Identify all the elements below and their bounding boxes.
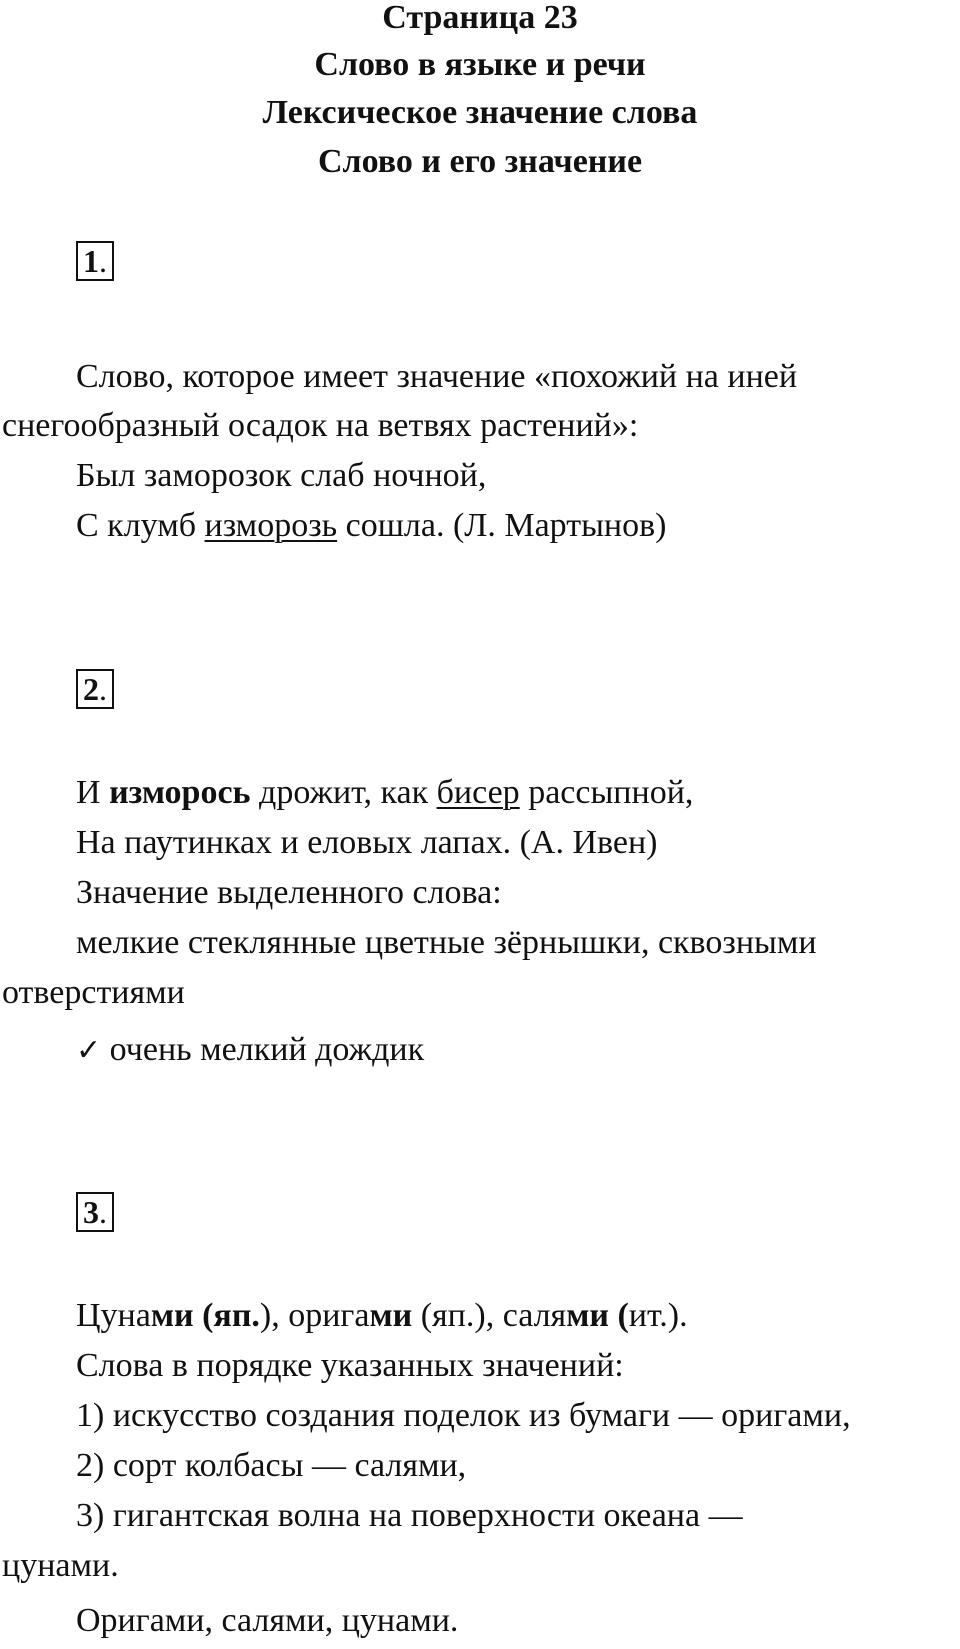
task2-question: Значение выделенного слова: — [76, 874, 502, 911]
task-number-1 — [76, 241, 114, 281]
task3-w3-d: ит.). — [628, 1297, 688, 1334]
task1-verse-line1: Был заморозок слаб ночной, — [76, 457, 487, 494]
task2-underlined-word: бисер — [436, 774, 520, 811]
task3-words-line — [76, 1296, 688, 1336]
section-title: Слово в языке и речи — [314, 46, 646, 83]
task2-option2 — [76, 1030, 424, 1071]
task-number-2-dot: . — [99, 671, 107, 707]
task2-verse-line1 — [76, 773, 693, 813]
page-number-title: Страница 23 — [382, 0, 578, 36]
task3-item3-line2: цунами. — [2, 1547, 119, 1584]
task3-w1-d: яп. — [213, 1297, 260, 1334]
task3-w3-c: ( — [608, 1297, 629, 1334]
task3-w1-c: ( — [193, 1297, 214, 1334]
task2-option1-line1: мелкие стеклянные цветные зёрнышки, сквозными — [76, 924, 817, 961]
topic-title: Лексическое значение слова — [262, 94, 698, 131]
task2-bold-word: изморось — [109, 774, 251, 811]
task3-w1-e: ), орига — [259, 1297, 370, 1334]
task3-w1-a: Цуна — [76, 1297, 151, 1334]
task-number-3-digit: 3 — [83, 1194, 99, 1230]
task3-w2-c: (яп.), саля — [412, 1297, 567, 1334]
task1-verse2-before: С клумб — [76, 507, 205, 544]
task2-option2-text: очень мелкий дождик — [101, 1031, 425, 1068]
task3-w2-b: ми — [369, 1297, 413, 1334]
check-mark-icon: ✓ — [76, 1033, 102, 1068]
task3-item1: 1) искусство создания поделок из бумаги — оригами, — [76, 1397, 851, 1434]
task-number-3-dot: . — [99, 1194, 107, 1230]
task-number-1-dot: . — [99, 243, 107, 279]
task3-intro: Слова в порядке указанных значений: — [76, 1347, 624, 1384]
task1-verse2-after: сошла. (Л. Мартынов) — [337, 507, 667, 544]
task1-definition-line2: снегообразный осадок на ветвях растений»: — [2, 407, 639, 444]
task2-option1-line2: отверстиями — [2, 974, 185, 1011]
task-number-2 — [76, 669, 114, 709]
task1-definition-line1: Слово, которое имеет значение «похожий на иней — [76, 358, 798, 395]
task-number-3 — [76, 1192, 114, 1232]
task3-w3-b: ми — [566, 1297, 609, 1334]
task-number-1-digit: 1 — [83, 243, 99, 279]
task3-answer: Оригами, салями, цунами. — [76, 1602, 459, 1639]
task1-underlined-word: изморозь — [204, 507, 338, 544]
task1-verse-line2 — [76, 506, 667, 546]
task-number-2-digit: 2 — [83, 671, 99, 707]
task2-verse1-pre: И — [76, 774, 110, 811]
task2-verse-line2: На паутинках и еловых лапах. (А. Ивен) — [76, 824, 658, 861]
task3-item3-line1: 3) гигантская волна на поверхности океана — — [76, 1497, 743, 1534]
subtopic-title: Слово и его значение — [317, 143, 643, 180]
task2-verse1-post: рассыпной, — [519, 774, 694, 811]
task3-item2: 2) сорт колбасы — салями, — [76, 1447, 467, 1484]
task3-w1-b: ми — [150, 1297, 194, 1334]
task2-verse1-mid: дрожит, как — [250, 774, 437, 811]
